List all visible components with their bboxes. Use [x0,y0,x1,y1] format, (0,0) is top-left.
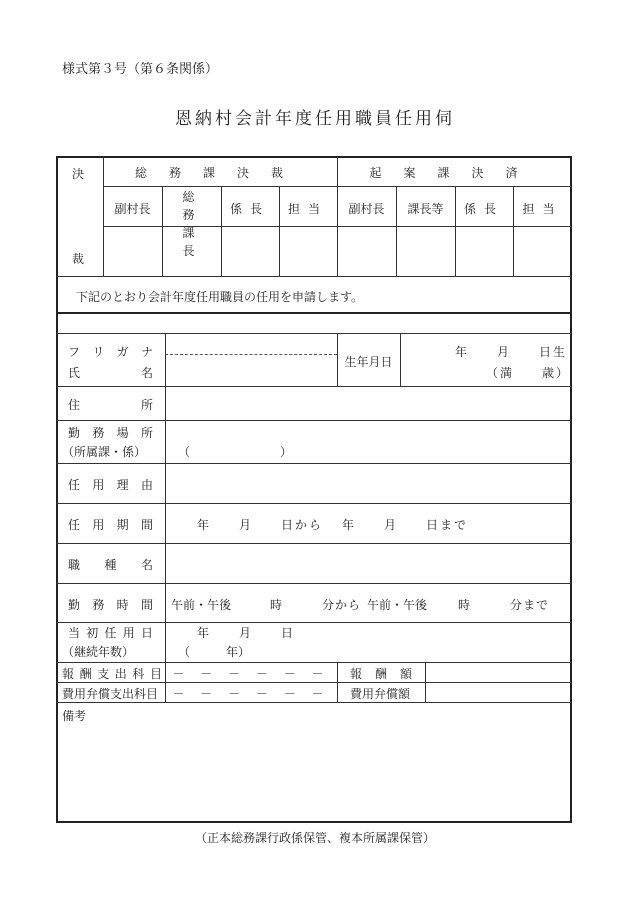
storage-note: （正本総務課行政係保管、複本所属課保管） [194,831,435,845]
period-from[interactable]: 年 月 日から [197,518,324,532]
role-division-chief: 課長等 [407,202,444,216]
hours-ampm-from[interactable]: 午前・午後 [171,598,232,612]
initial-date-value[interactable]: 年 月 日 [197,626,296,640]
reason-label: 任 用 理 由 [68,478,153,492]
hours-ampm-to[interactable]: 午前・午後 [367,598,428,612]
workplace-paren-open: （ [178,445,191,459]
role-general-affairs-chief: 総務課長 [182,190,201,258]
job-type-input[interactable] [167,545,570,581]
role-section-chief: 係長 [229,202,270,216]
role-staff-2: 担当 [522,202,563,216]
workplace-label: 勤 務 場 所 [68,426,153,440]
hours-from[interactable]: 時 分から [270,598,362,612]
drafting-approval-header: 起案課決済 [369,166,540,180]
approval-side-top: 決 [72,167,85,181]
expense-amount-input[interactable] [427,684,570,701]
name-input[interactable] [167,356,335,384]
expense-amount-label: 費用弁償額 [350,687,411,701]
workplace-input[interactable] [167,422,570,461]
period-to[interactable]: 年 月 日まで [342,518,469,532]
reason-input[interactable] [167,465,570,501]
initial-date-label: 当 初 任 用 日 [68,626,153,640]
workplace-sublabel: （所属課・係） [62,445,147,459]
approval-side-bottom: 裁 [72,252,85,266]
request-statement: 下記のとおり会計年度任用職員の任用を申請します。 [76,290,364,304]
age-value[interactable]: （満 歳） [486,366,571,380]
period-label: 任 用 期 間 [68,518,153,532]
form-title: 恩納村会計年度任用職員任用伺 [175,109,455,129]
job-type-label: 職 種 名 [68,558,153,572]
role-vice-mayor: 副村長 [114,202,151,216]
continuous-years-label: （継続年数） [62,645,135,659]
general-affairs-approval-header: 総務課決裁 [134,166,305,180]
expense-item-label: 費用弁償支出科目 [62,687,159,701]
continuous-years-value[interactable]: （ 年） [178,645,251,659]
furigana-input[interactable] [167,335,335,353]
role-staff: 担当 [287,202,328,216]
role-vice-mayor-2: 副村長 [348,202,385,216]
birth-date-label: 生年月日 [344,355,393,369]
address-input[interactable] [167,388,570,418]
address-label: 住 所 [68,398,153,412]
hours-label: 勤 務 時 間 [68,598,153,612]
pay-amount-label: 報 酬 額 [350,667,412,681]
role-section-chief-2: 係長 [463,202,504,216]
name-label: 氏 名 [68,366,153,380]
furigana-label: フ リ ガ ナ [68,345,153,359]
pay-item-codes[interactable]: － － － － － － [172,667,330,681]
pay-amount-input[interactable] [427,664,570,681]
pay-item-label: 報 酬 支 出 科 目 [62,667,162,681]
hours-to[interactable]: 時 分まで [458,598,550,612]
form-number-label: 様式第３号（第６条関係） [62,62,219,77]
birth-date-value[interactable]: 年 月 日生 [455,345,568,359]
remarks-label: 備考 [62,709,87,723]
remarks-area[interactable] [58,724,570,820]
expense-item-codes[interactable]: － － － － － － [172,687,330,701]
workplace-paren-close: ） [280,445,293,459]
